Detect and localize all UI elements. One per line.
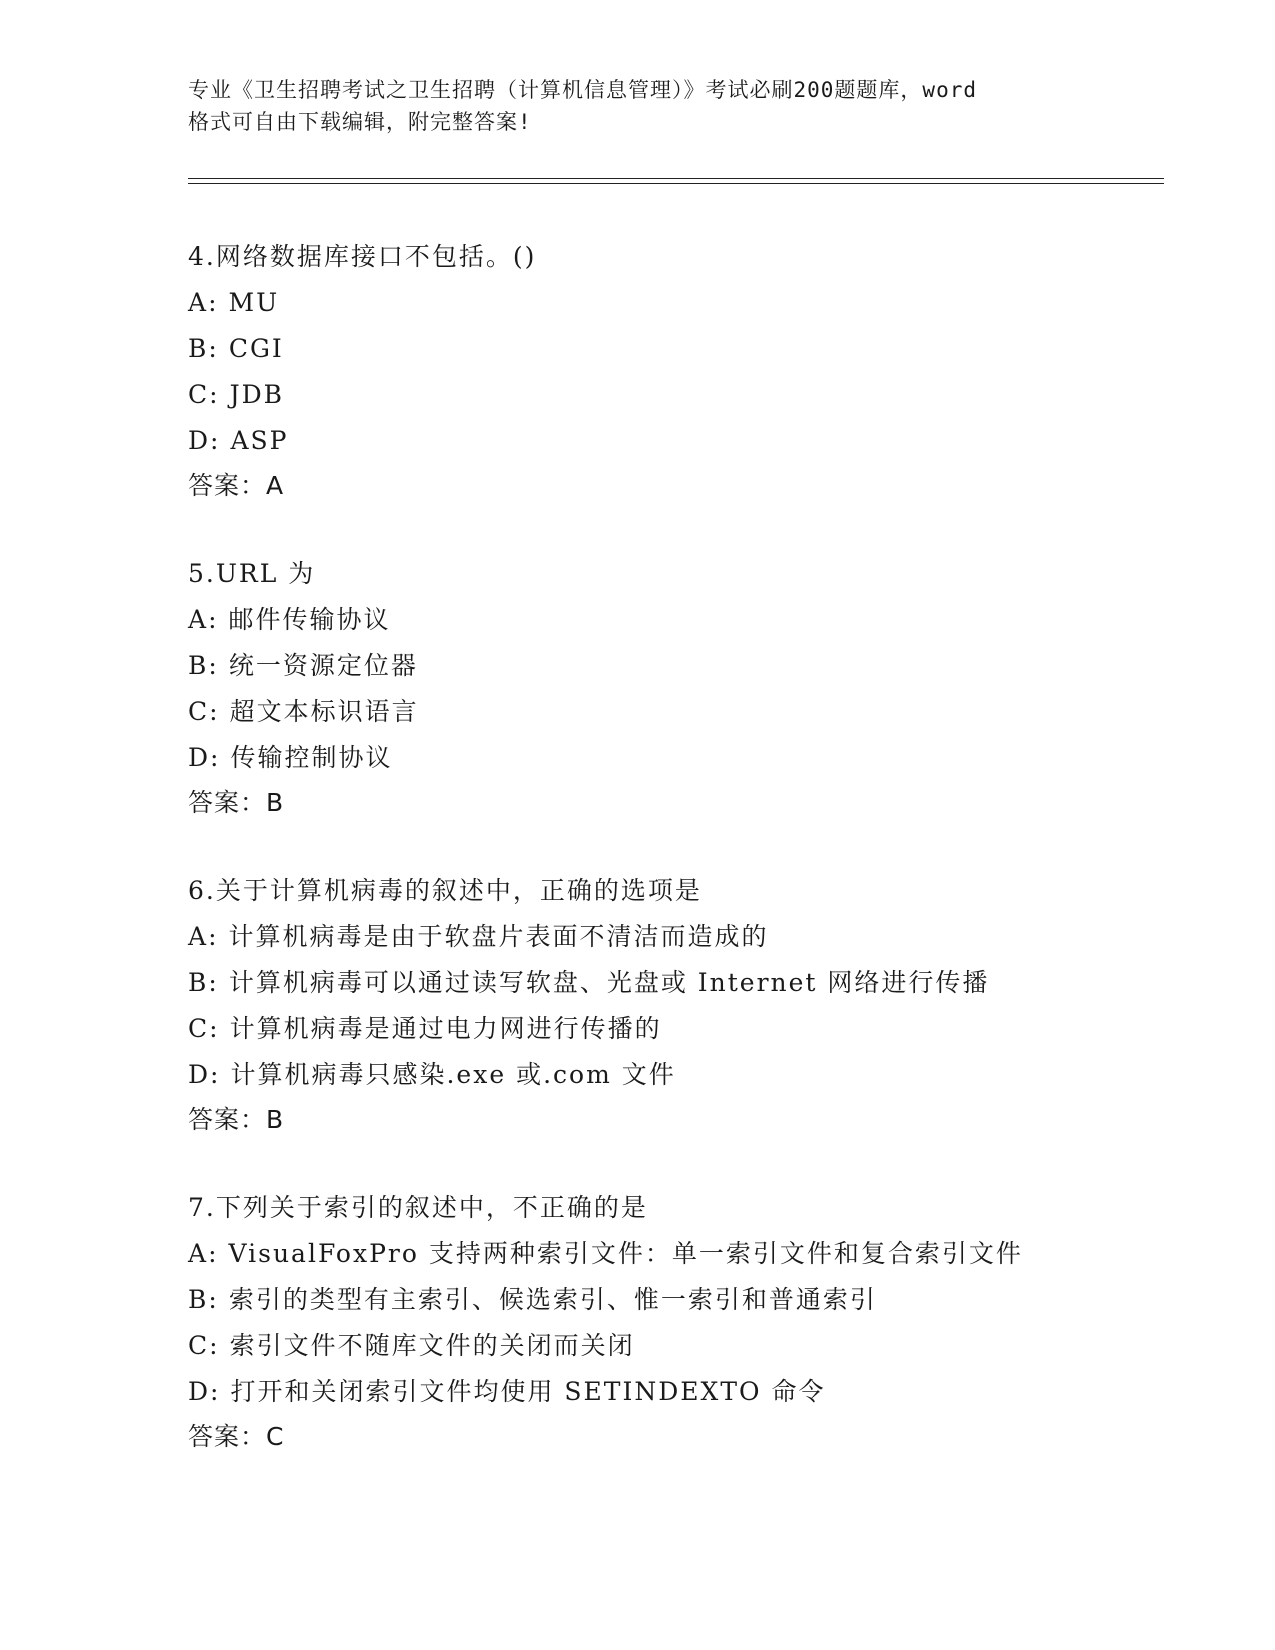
option-key: A: [188, 922, 209, 951]
option-text: 邮件传输协议: [228, 605, 391, 634]
option-separator: :: [208, 1285, 219, 1314]
option-text: CGI: [228, 334, 284, 363]
option-separator: :: [210, 426, 221, 455]
document-header: [188, 74, 1088, 138]
option-a: [188, 280, 1148, 326]
option-separator: :: [208, 334, 219, 363]
option-text: 统一资源定位器: [228, 651, 418, 680]
question-stem: 7.下列关于索引的叙述中，不正确的是: [188, 1193, 648, 1222]
option-key: C: [188, 380, 210, 409]
option-text: ASP: [230, 426, 289, 455]
option-key: D: [188, 1377, 211, 1406]
question-block: [188, 234, 1148, 508]
option-b: [188, 643, 1148, 689]
option-b: [188, 326, 1148, 372]
question-block: [188, 868, 1148, 1142]
option-key: B: [188, 968, 209, 997]
option-c: [188, 689, 1148, 735]
option-separator: :: [210, 1377, 221, 1406]
option-text: JDB: [229, 380, 285, 409]
option-separator: :: [209, 380, 220, 409]
option-d: [188, 1369, 1148, 1415]
question-block: [188, 1185, 1148, 1459]
option-text: 计算机病毒只感染.exe 或.com 文件: [230, 1060, 676, 1089]
answer-label: 答案：: [188, 1105, 267, 1134]
option-a: [188, 1231, 1148, 1277]
option-text: 传输控制协议: [230, 743, 393, 772]
question-stem: 4.网络数据库接口不包括。(): [188, 242, 537, 271]
question-list: [188, 234, 1148, 1502]
question-block: [188, 551, 1148, 825]
option-text: 索引文件不随库文件的关闭而关闭: [229, 1331, 635, 1360]
option-d: [188, 418, 1148, 464]
option-separator: :: [210, 1060, 221, 1089]
option-d: [188, 735, 1148, 781]
option-key: B: [188, 1285, 209, 1314]
option-text: 打开和关闭索引文件均使用 SETINDEXTO 命令: [230, 1377, 826, 1406]
option-separator: :: [210, 743, 221, 772]
answer-value: B: [266, 1105, 285, 1134]
option-b: [188, 1277, 1148, 1323]
option-separator: :: [209, 1331, 220, 1360]
option-key: D: [188, 743, 211, 772]
option-separator: :: [208, 288, 219, 317]
option-text: 超文本标识语言: [229, 697, 419, 726]
option-text: 索引的类型有主索引、候选索引、惟一索引和普通索引: [228, 1285, 877, 1314]
option-key: C: [188, 1014, 210, 1043]
option-a: [188, 914, 1148, 960]
option-c: [188, 1006, 1148, 1052]
option-c: [188, 1323, 1148, 1369]
option-separator: :: [208, 605, 219, 634]
answer-label: 答案：: [188, 1422, 267, 1451]
answer-label: 答案：: [188, 471, 267, 500]
answer-value: B: [266, 788, 285, 817]
answer-line: [188, 1098, 1148, 1142]
option-key: A: [188, 1239, 209, 1268]
question-stem: 6.关于计算机病毒的叙述中，正确的选项是: [188, 876, 702, 905]
answer-line: [188, 781, 1148, 825]
option-text: 计算机病毒是由于软盘片表面不清洁而造成的: [228, 922, 769, 951]
option-separator: :: [208, 1239, 219, 1268]
option-text: 计算机病毒是通过电力网进行传播的: [229, 1014, 662, 1043]
option-a: [188, 597, 1148, 643]
option-separator: :: [209, 697, 220, 726]
option-key: A: [188, 605, 209, 634]
header-line-1: 专业《卫生招聘考试之卫生招聘（计算机信息管理）》考试必刷200题题库，word: [188, 78, 977, 102]
option-d: [188, 1052, 1148, 1098]
option-text: MU: [228, 288, 280, 317]
header-divider-top: [188, 178, 1164, 179]
option-text: VisualFoxPro 支持两种索引文件：单一索引文件和复合索引文件: [228, 1239, 1023, 1268]
option-separator: :: [208, 968, 219, 997]
option-key: C: [188, 697, 210, 726]
answer-value: C: [266, 1422, 285, 1451]
option-b: [188, 960, 1148, 1006]
option-separator: :: [208, 922, 219, 951]
answer-value: A: [266, 471, 285, 500]
question-stem: 5.URL 为: [188, 559, 316, 588]
answer-line: [188, 464, 1148, 508]
header-divider-bottom: [188, 183, 1164, 184]
option-c: [188, 372, 1148, 418]
option-key: B: [188, 334, 209, 363]
option-key: D: [188, 1060, 211, 1089]
answer-line: [188, 1415, 1148, 1459]
option-separator: :: [209, 1014, 220, 1043]
answer-label: 答案：: [188, 788, 267, 817]
option-key: C: [188, 1331, 210, 1360]
option-text: 计算机病毒可以通过读写软盘、光盘或 Internet 网络进行传播: [228, 968, 990, 997]
option-key: A: [188, 288, 209, 317]
option-separator: :: [208, 651, 219, 680]
header-line-2: 格式可自由下载编辑，附完整答案!: [188, 110, 532, 134]
option-key: B: [188, 651, 209, 680]
option-key: D: [188, 426, 211, 455]
